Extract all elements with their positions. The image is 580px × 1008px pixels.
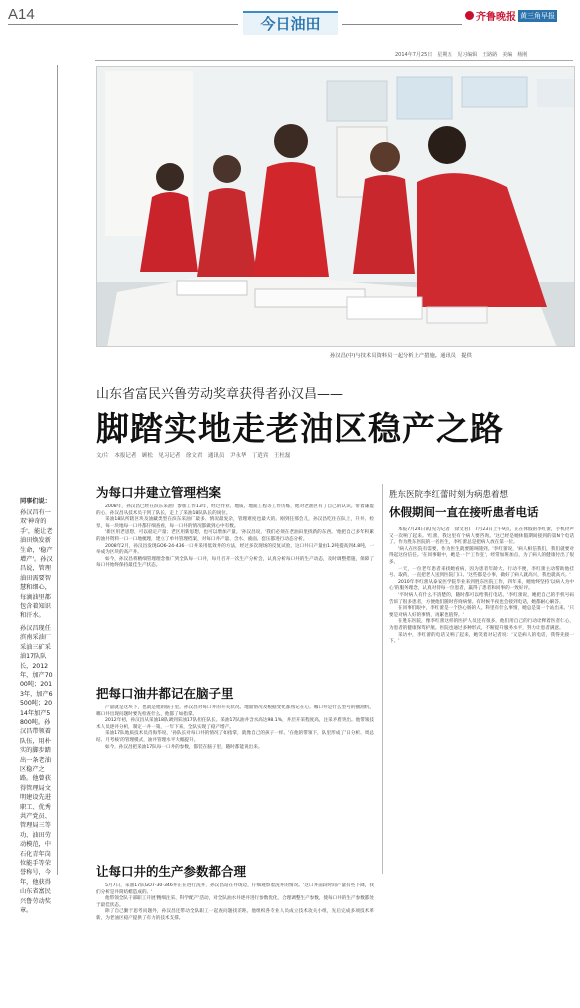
paragraph: 5月7日，采油17队GO7-30-346井正在进行洗井，孙汉昌站在井场边，仔细观察着洗井的情况。'这口井前段时间产量有些下降，我们分析是井筒结蜡造成的。' [96,883,374,895]
sidebar-title: 同事们说： [20,498,51,505]
edition-badge: 黄三角早报 [520,11,555,20]
page-code: A14 [8,6,35,23]
section-body [96,504,374,679]
section-heading: 把每口油井都记在脑子里 [96,686,234,701]
paragraph: 在胜东医院，像李红蕾这样的医护人员还有很多，他们用自己的行动诠释着医者仁心，为患者的健康保驾护航。医院也通过多种形式，不断提升服务水平，努力让患者满意。 [389,619,574,631]
paragraph: '平时病人有什么不清楚的，随时都可以给我打电话。'李红蕾说，她把自己的手机号码告诉了很多患者，方便他们随时咨询病情。有时候半夜也会接到电话，她都耐心解答。 [389,592,574,605]
paragraph: 产量就是这块下，也就是他的脑子里。孙汉昌对每口井的开关状况、地面情况及根据变化都熟记在心。哪口井是什么型号的抽油机，哪口井出现问题时要先检查什么，他都了如指掌。 [96,705,374,717]
paragraph: 采油18队所辖区块及油藏类型在滨东采油厂最多、情况最复杂，管理难度也最大的。刚到任那会儿，孙汉昌吃住在队上，升井、检泵，每一块地每一口井都仔细查看，每一口井的情况都做到心中有数。 [96,517,374,529]
paragraph: 2008年2月，孙汉昌发现GO6-24-436一口井采用低效井的方法，经过多次现场的反复试验，这口井日产量由1.2吨提高到4.8吨，一举成为区块的高产井。 [96,543,374,556]
paragraph: 一天，一位老年患者来找她看病，因为患者年龄大、行动不便，李红蕾主动帮助他挂号、取药，一直把老人送到医院门口。'这些都是小事，做好了病人就高兴，我也就高兴。' [389,566,574,579]
header-rule-left [8,24,238,25]
paragraph: 他带领全队干部职工开展'精细注采、科学配产'活动，对全队油水井逐井进行参数优化，合理调整生产参数，使每口井的生产参数都处于最佳状态。 [96,896,374,908]
meta-rule [95,60,573,61]
section-heading: 为每口井建立管理档案 [96,485,222,500]
paper-name: 齐鲁晚报 [476,12,516,23]
section-title: 今日油田 [260,15,321,33]
newspaper-logo [465,8,557,23]
sidebar-rule [57,65,58,875]
sidebar-quote [20,497,54,915]
news-photo [96,66,575,347]
sidebar-text-1: 孙汉昌有一双'神奇的手'，能让老油田焕发新生命，'稳产增产'。孙汉昌说，管理油田需要智慧和细心，每滴油里都包含着知识和汗水。 [20,509,53,620]
photo-caption: 孙汉昌(中)与技术员资料员一起分析上产措施。通讯员 提供 [330,353,472,359]
right-story [389,489,574,857]
paragraph: 2008年，孙汉昌已经在滨东采油厂参加工作13年，经过作业、地质、地面工程等工作历练，他对老油区有了自己的认识。带着谦虚的心，孙汉昌从技术员干到了队长，走上了采油18队队长的岗位。 [96,504,374,516]
headline-byline: 文/片 本报记者 顾松 见习记者 徐文君 通讯员 尹永华 丁逍宾 王杜磊 [96,453,291,459]
paragraph: '新区用老思想，可以稳定产量；老区用新思想，也可以增加产量。'孙汉昌说，'我们必须在老油田里找新的东西。'他把自己多年积累的油井资料一口一口地梳理，建立了单井管理档案，对每口井产量、含水、液面、套压都进行动态分析。 [96,530,374,542]
header-rule-right [342,24,462,25]
paragraph: 本报7月24日讯(见习记者 徐文君) 7月23日上午9点，正在休假的李红蕾，手机铃声又一次响了起来。'红蕾，我这里有个病人要咨询。'这已经是她休假期间接到的第N个电话了。作为胜东医院的一名医生，李红蕾总是把病人放在第一位。 [389,527,574,546]
right-story-body [389,527,574,857]
paragraph: 采访中，李红蕾的电话又响了起来，她笑着对记者说：'又是病人的电话，我得先接一下。' [389,632,574,645]
paragraph: 如今，孙汉昌将精细管理理念推广到全队每一口井，每月召开一次生产分析会，认真分析每口井的生产动态，及时调整措施，保障了每口井始终保持最佳生产状态。 [96,556,374,569]
headline-title: 脚踏实地走老油区稳产之路 [96,409,504,448]
column-divider [382,484,383,874]
section-heading: 让每口井的生产参数都合理 [96,864,247,879]
paragraph: '病人在医院有需要，作为医生就要随叫随到。'李红蕾说，'病人相信我们，我们就要对得起这份信任。'在同事眼中，她是一个'工作狂'，经常加班加点，为了病人的健康付出了很多。 [389,546,574,565]
right-story-kicker: 胜东医院李红蕾时刻为病患着想 [389,490,509,500]
sidebar-text-2: 孙汉昌现任滨南采油厂采油三矿采油17队队长，2012年，加产7000吨；2013年，加产6500吨；2014年加产5800吨。孙汉昌带领着队伍，用朴实的脚步踏出一条老油区稳产之路。他曾获得管理局文明建设先进职工、优秀共产党员、管理局三等功、油田劳动模范，中石化青年岗位能手等荣誉称号，今年，他获得山东省富民兴鲁劳动奖章。 [20,624,53,915]
logo-circle-icon [465,11,474,20]
paragraph: 除了自己勤于思考问题外，孙汉昌还带动全队职工一起查问题找差距。他组织各专业人员成立技术攻关小组，先后完成多项技术革新，为老油区稳产提供了有力的技术支撑。 [96,909,374,921]
paragraph: 采油17队地质技术员肖海华说，'孙队长对每口井的情况了如指掌，就像自己的孩子一样。'在他的带领下，队里形成了'日分析、周总结、月考核'的管理模式，油井管理水平大幅提升。 [96,731,374,743]
masthead-meta: 2014年7月25日 星期五 见习编辑 王路路 美编 杨刚 [395,52,528,58]
article-main [96,484,374,1008]
paragraph: 如今，孙汉昌把采油17队每一口井的参数，都装在脑子里，随时都能说出来。 [105,744,263,750]
paragraph: 2010年李红蕾从泰安医学院毕业来到胜东医院工作，四年来，她始终坚持'以病人为中心'的服务理念，认真对待每一位患者，赢得了患者和同事的一致好评。 [389,579,574,592]
section-title-banner [243,11,338,35]
right-story-title: 休假期间一直在接听患者电话 [389,505,539,519]
paragraph: 2012年初，孙汉昌从采油18队调到采油17队担任队长。采油17队油井含水高达98.1%，井层开采程度高，注采矛盾突出。他带领技术人员逐井分析，制定一井一策，一年下来，全队实现了稳产增产。 [96,718,374,730]
section-body [96,883,374,1008]
section-body [96,705,374,855]
headline-kicker: 山东省富民兴鲁劳动奖章获得者孙汉昌—— [96,387,344,402]
paragraph: 在同事们眼中，李红蕾是一个热心肠的人。科里有什么事情，她总是第一个站出来。'只要是对病人好的事情，再累也值得。' [389,606,574,618]
